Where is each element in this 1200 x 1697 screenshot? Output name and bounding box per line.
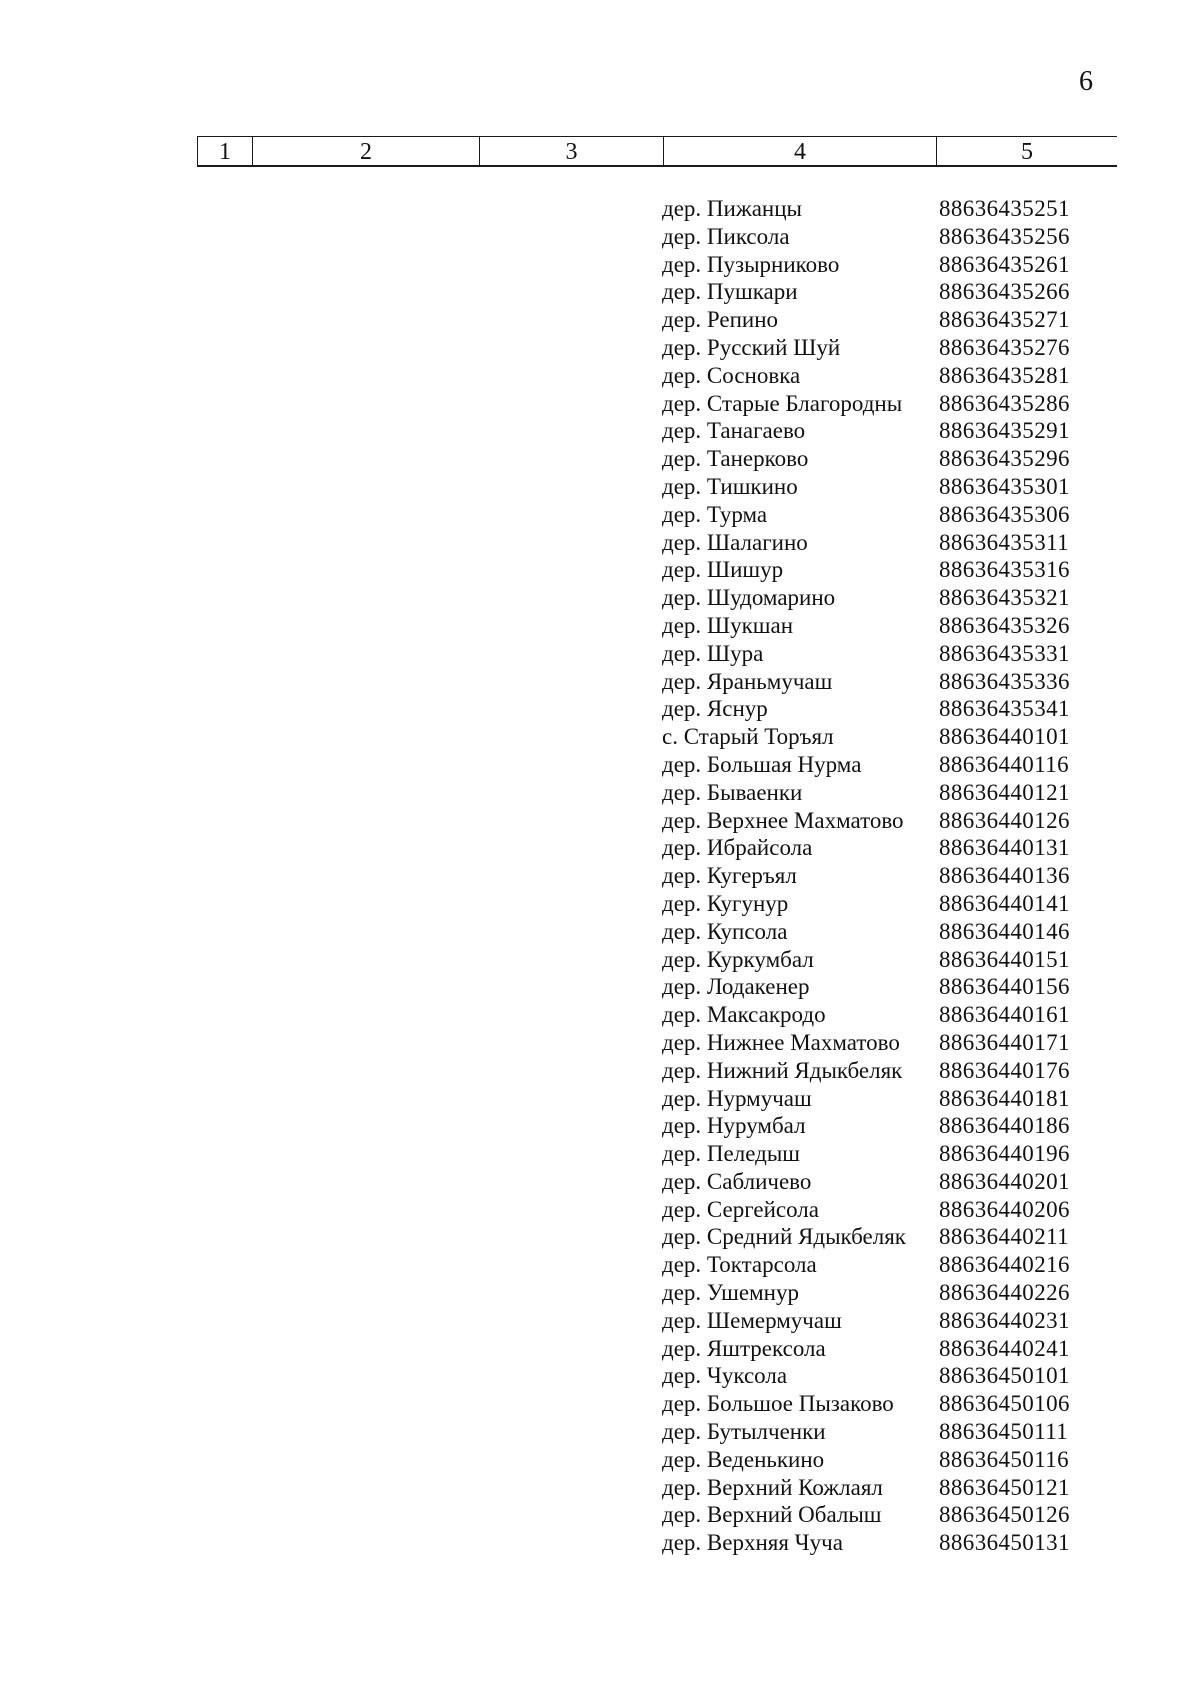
settlement-code: 88636435251 (939, 196, 1070, 221)
table-row (662, 223, 1102, 251)
settlement-name: дер. Купсола (662, 918, 788, 944)
settlement-name: дер. Кугеръял (662, 863, 797, 889)
table-row (662, 918, 1102, 946)
settlement-code: 88636450116 (939, 1446, 1070, 1472)
settlement-name: дер. Куркумбал (662, 946, 814, 972)
table-row (662, 390, 1102, 418)
table-row (662, 1446, 1102, 1474)
table-row (662, 1335, 1102, 1363)
settlement-code: 88636440201 (939, 1168, 1070, 1194)
table-row (662, 1029, 1102, 1057)
settlement-name: дер. Веденькино (662, 1446, 825, 1472)
settlement-code: 88636450126 (939, 1502, 1070, 1528)
column-header-5: 5 (1021, 139, 1033, 165)
settlement-code: 88636440146 (939, 918, 1070, 944)
table-row (662, 306, 1102, 334)
settlement-code: 88636435286 (939, 390, 1070, 416)
table-row (662, 501, 1102, 529)
settlement-name: дер. Танагаево (662, 418, 806, 444)
settlement-name: дер. Бываенки (662, 779, 803, 805)
settlement-code: 88636435306 (939, 501, 1070, 527)
settlement-name: дер. Турма (662, 501, 768, 527)
settlement-name: дер. Средний Ядыкбеляк (662, 1224, 906, 1250)
settlement-name: дер. Кугунур (662, 890, 789, 916)
settlement-code: 88636450121 (939, 1474, 1070, 1500)
settlement-name: дер. Пузырниково (662, 251, 840, 277)
settlement-name: дер. Большая Нурма (662, 751, 862, 777)
settlement-list (662, 195, 1102, 1557)
table-row (662, 640, 1102, 668)
settlement-name: дер. Старые Благородны (662, 390, 903, 416)
settlement-name: дер. Шура (662, 640, 764, 666)
table-row (662, 834, 1102, 862)
table-row (662, 1085, 1102, 1113)
settlement-name: дер. Сосновка (662, 362, 801, 388)
table-row (662, 751, 1102, 779)
column-header-4: 4 (664, 137, 937, 165)
settlement-code: 88636435331 (939, 640, 1070, 666)
settlement-code: 88636440116 (939, 751, 1070, 777)
table-row (662, 973, 1102, 1001)
settlement-name: дер. Русский Шуй (662, 334, 841, 360)
settlement-name: дер. Сабличево (662, 1168, 812, 1194)
table-row (662, 862, 1102, 890)
settlement-name: дер. Верхний Обалыш (662, 1502, 882, 1528)
settlement-code: 88636450131 (939, 1530, 1070, 1556)
settlement-name: дер. Нурмучаш (662, 1085, 812, 1111)
settlement-code: 88636440176 (939, 1057, 1070, 1083)
settlement-name: дер. Сергейсола (662, 1196, 819, 1222)
settlement-name: дер. Шудомарино (662, 585, 836, 611)
settlement-code: 88636435256 (939, 223, 1070, 249)
settlement-name: дер. Пеледыш (662, 1141, 800, 1167)
settlement-name: дер. Шалагино (662, 529, 808, 555)
settlement-code: 88636435341 (939, 696, 1070, 722)
settlement-code: 88636440156 (939, 974, 1070, 1000)
table-row (662, 723, 1102, 751)
settlement-code: 88636435301 (939, 473, 1070, 499)
settlement-name: дер. Шишур (662, 557, 784, 583)
table-row (662, 807, 1102, 835)
settlement-code: 88636435316 (939, 557, 1070, 583)
settlement-code: 88636435326 (939, 612, 1070, 638)
table-row (662, 1474, 1102, 1502)
settlement-code: 88636440186 (939, 1113, 1070, 1139)
settlement-name: дер. Пижанцы (662, 196, 802, 221)
table-row (662, 695, 1102, 723)
settlement-name: дер. Пушкари (662, 279, 798, 305)
settlement-code: 88636450111 (939, 1419, 1069, 1445)
settlement-code: 88636435311 (939, 529, 1070, 555)
table-row (662, 1140, 1102, 1168)
settlement-code: 88636435281 (939, 362, 1070, 388)
settlement-code: 88636440196 (939, 1141, 1070, 1167)
settlement-code: 88636440161 (939, 1002, 1070, 1028)
settlement-code: 88636440181 (939, 1085, 1070, 1111)
table-row (662, 445, 1102, 473)
table-row (662, 612, 1102, 640)
settlement-name: дер. Максакродо (662, 1002, 826, 1028)
page-number: 6 (1079, 66, 1093, 97)
settlement-code: 88636440206 (939, 1196, 1070, 1222)
settlement-code: 88636440141 (939, 890, 1070, 916)
settlement-code: 88636435321 (939, 585, 1070, 611)
settlement-name: дер. Шемермучаш (662, 1307, 842, 1333)
settlement-code: 88636440151 (939, 946, 1070, 972)
table-row (662, 1418, 1102, 1446)
settlement-code: 88636450106 (939, 1391, 1070, 1417)
settlement-code: 88636435336 (939, 668, 1070, 694)
table-row (662, 1168, 1102, 1196)
settlement-name: дер. Бутылченки (662, 1419, 826, 1445)
table-row (662, 195, 1102, 223)
settlement-name: дер. Ибрайсола (662, 835, 813, 861)
settlement-name: дер. Пиксола (662, 223, 790, 249)
table-row (662, 584, 1102, 612)
settlement-name: дер. Шукшан (662, 612, 794, 638)
table-row (662, 890, 1102, 918)
table-row (662, 1307, 1102, 1335)
table-row (662, 334, 1102, 362)
table-row (662, 1223, 1102, 1251)
settlement-name: дер. Тишкино (662, 473, 798, 499)
table-header-row (197, 136, 1117, 167)
table-row (662, 1501, 1102, 1529)
table-row (662, 779, 1102, 807)
settlement-name: дер. Яраньмучаш (662, 668, 833, 694)
settlement-name: дер. Верхний Кожлаял (662, 1474, 883, 1500)
table-row (662, 417, 1102, 445)
settlement-name: дер. Нижний Ядыкбеляк (662, 1057, 903, 1083)
settlement-code: 88636440241 (939, 1335, 1070, 1361)
settlement-code: 88636435296 (939, 446, 1070, 472)
table-row (662, 1362, 1102, 1390)
table-row (662, 1001, 1102, 1029)
settlement-code: 88636440226 (939, 1280, 1070, 1306)
settlement-code: 88636440136 (939, 863, 1070, 889)
table-row (662, 668, 1102, 696)
settlement-code: 88636435266 (939, 279, 1070, 305)
settlement-name: дер. Нурумбал (662, 1113, 806, 1139)
table-row (662, 1251, 1102, 1279)
settlement-code: 88636440216 (939, 1252, 1070, 1278)
settlement-code: 88636440231 (939, 1307, 1070, 1333)
table-row (662, 1390, 1102, 1418)
settlement-name: с. Старый Торъял (662, 724, 834, 750)
settlement-name: дер. Токтарсола (662, 1252, 817, 1278)
settlement-code: 88636440171 (939, 1029, 1070, 1055)
table-row (662, 251, 1102, 279)
table-row (662, 1279, 1102, 1307)
table-row (662, 1196, 1102, 1224)
settlement-code: 88636440211 (939, 1224, 1070, 1250)
settlement-name: дер. Ушемнур (662, 1280, 799, 1306)
table-row (662, 556, 1102, 584)
settlement-code: 88636435276 (939, 334, 1070, 360)
settlement-code: 88636450101 (939, 1363, 1070, 1389)
settlement-name: дер. Репино (662, 307, 779, 333)
settlement-code: 88636435261 (939, 251, 1070, 277)
settlement-name: дер. Верхнее Махматово (662, 807, 904, 833)
settlement-name: дер. Верхняя Чуча (662, 1530, 843, 1556)
column-header-2: 2 (253, 137, 480, 165)
table-row (662, 1112, 1102, 1140)
settlement-code: 88636435291 (939, 418, 1070, 444)
settlement-code: 88636440131 (939, 835, 1070, 861)
settlement-code: 88636440101 (939, 724, 1070, 750)
table-row (662, 1057, 1102, 1085)
settlement-name: дер. Танерково (662, 446, 809, 472)
column-header-1: 1 (197, 137, 253, 165)
table-row (662, 1529, 1102, 1557)
table-row (662, 946, 1102, 974)
settlement-name: дер. Чуксола (662, 1363, 788, 1389)
settlement-name: дер. Большое Пызаково (662, 1391, 894, 1417)
settlement-name: дер. Яштрексола (662, 1335, 826, 1361)
settlement-code: 88636440121 (939, 779, 1070, 805)
settlement-code: 88636435271 (939, 307, 1070, 333)
settlement-name: дер. Яснур (662, 696, 768, 722)
table-row (662, 529, 1102, 557)
table-row (662, 278, 1102, 306)
column-header-3: 3 (480, 137, 664, 165)
table-row (662, 362, 1102, 390)
settlement-name: дер. Лодакенер (662, 974, 810, 1000)
settlement-name: дер. Нижнее Махматово (662, 1029, 900, 1055)
table-row (662, 473, 1102, 501)
settlement-code: 88636440126 (939, 807, 1070, 833)
